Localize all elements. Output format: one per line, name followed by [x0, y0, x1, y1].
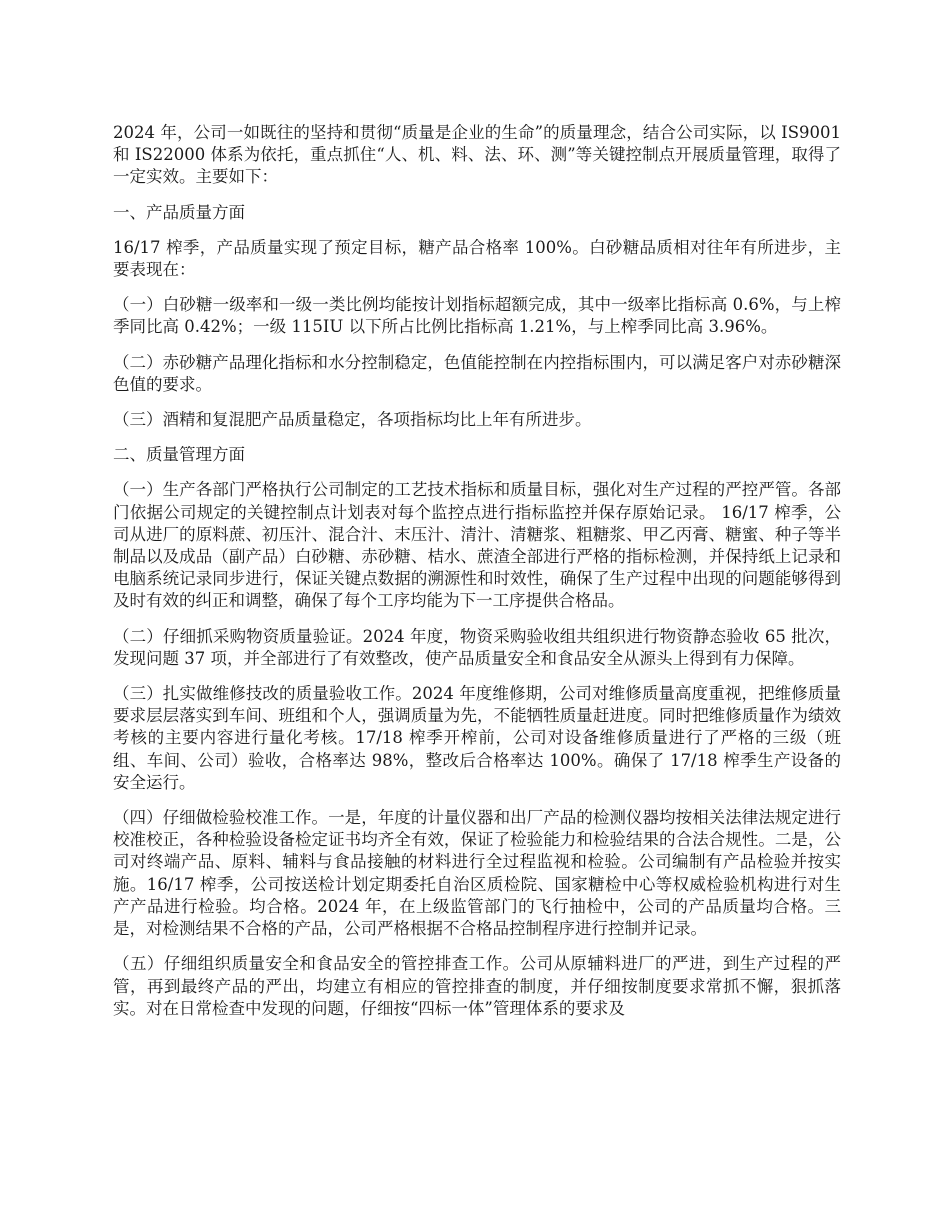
maintenance-acceptance-paragraph: （三）扎实做维修技改的质量验收工作。2024 年度维修期，公司对维修质量高度重视，把维修质量要求层层落实到车间、班组和个人，强调质量为先，不能牺牲质量赶进度。同时把维修质量作为绩效考核的主要内容进行量化考核。17/18 榨季开榨前，公司对设备维修质量进行了严格的三级（班组、车间、公司）验收，合格率达 98%，整改后合格率达 100%。确保了 17/18 榨季生产设备的安全运行。 [113, 684, 841, 792]
intro-paragraph: 2024 年，公司一如既往的坚持和贯彻“质量是企业的生命”的质量理念，结合公司实际，以 IS9001 和 IS22000 体系为依托，重点抓住“人、机、料、法、环、测”等关键控制点开展质量管理，取得了一定实效。主要如下： [113, 123, 841, 187]
alcohol-fertilizer-paragraph: （三）酒精和复混肥产品质量稳定，各项指标均比上年有所进步。 [113, 410, 592, 430]
brown-sugar-paragraph: （二）赤砂糖产品理化指标和水分控制稳定，色值能控制在内控指标围内，可以满足客户对赤砂糖深色值的要求。 [113, 352, 841, 394]
product-quality-summary-paragraph: 16/17 榨季，产品质量实现了预定目标，糖产品合格率 100%。白砂糖品质相对往年有所进步，主要表现在： [113, 237, 841, 280]
safety-inspection-paragraph: （五）仔细组织质量安全和食品安全的管控排查工作。公司从原辅料进厂的严进，到生产过程的严管，再到最终产品的严出，均建立有相应的管控排查的制度，并仔细按制度要求常抓不懈，狠抓落实。对在日常检查中发现的问题，仔细按“四标一体”管理体系的要求及 [113, 954, 841, 1018]
document-body [113, 122, 841, 1033]
white-sugar-grade-paragraph: （一）白砂糖一级率和一级一类比例均能按计划指标超额完成，其中一级率比指标高 0.6%，与上榨季同比高 0.42%；一级 115IU 以下所占比例比指标高 1.21%，与上榨季同比高 3.96%。 [113, 295, 841, 337]
calibration-paragraph: （四）仔细做检验校准工作。一是，年度的计量仪器和出厂产品的检测仪器均按相关法律法规定进行校准校正，各种检验设备检定证书均齐全有效，保证了检验能力和检验结果的合法合规性。二是，公司对终端产品、原料、辅料与食品接触的材料进行全过程监视和检验。公司编制有产品检验并按实施。16/17 榨季，公司按送检计划定期委托自治区质检院、国家糖检中心等权威检验机构进行对生产产品进行检验。均合格。2024 年，在上级监管部门的飞行抽检中，公司的产品质量均合格。三是，对检测结果不合格的产品，公司严格根据不合格品控制程序进行控制并记录。 [113, 808, 841, 939]
procurement-verification-paragraph: （二）仔细抓采购物资质量验证。2024 年度，物资采购验收组共组织进行物资静态验收 65 批次，发现问题 37 项，并全部进行了有效整改，使产品质量安全和食品安全从源头上得到有力保障。 [113, 626, 841, 668]
section-heading-product-quality: 一、产品质量方面 [113, 202, 245, 222]
section-heading-quality-management: 二、质量管理方面 [113, 445, 245, 465]
production-control-paragraph: （一）生产各部门严格执行公司制定的工艺技术指标和质量目标，强化对生产过程的严控严管。各部门依据公司规定的关键控制点计划表对每个监控点进行指标监控并保存原始记录。 16/17 榨季，公司从进厂的原料蔗、初压汁、混合汁、末压汁、清汁、清糖浆、粗糖浆、甲乙丙膏、糖蜜、种子等半制品以及成品（副产品）白砂糖、赤砂糖、桔水、蔗渣全部进行严格的指标检测，并保持纸上记录和电脑系统记录同步进行，保证关键点数据的溯源性和时效性，确保了生产过程中出现的问题能够得到及时有效的纠正和调整，确保了每个工序均能为下一工序提供合格品。 [113, 480, 841, 611]
